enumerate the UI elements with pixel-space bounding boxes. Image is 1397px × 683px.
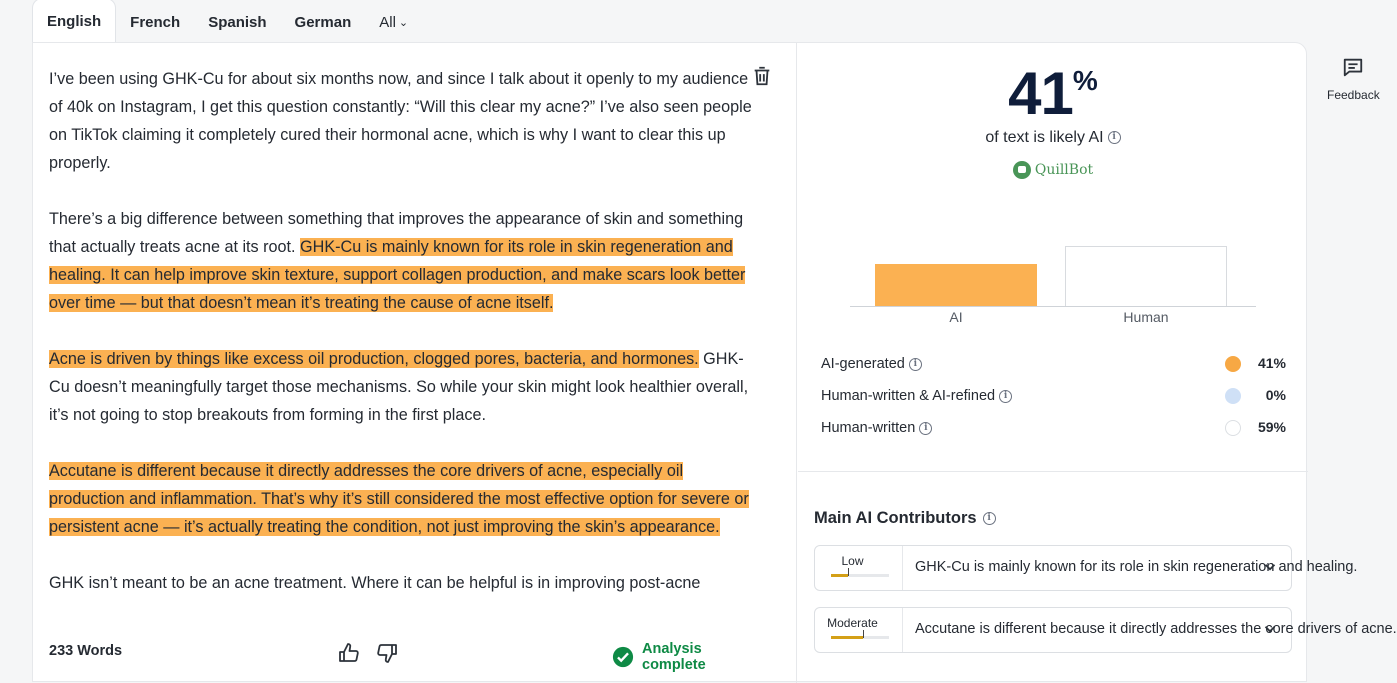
tab-german-label: German — [294, 13, 352, 31]
text-paragraph — [49, 205, 754, 317]
likely-ai-label: of text is likely AI — [985, 129, 1104, 146]
editor-footer — [49, 641, 769, 673]
legend-value: 0% — [1265, 387, 1286, 403]
input-text-area[interactable] — [49, 65, 754, 625]
ai-highlighted-text: GHK-Cu is mainly known for its role in skin regeneration and healing. It can help improve skin texture, support collagen production, and make scars look better over time — but that doesn’t mean it’s treating the cause of acne itself. — [49, 238, 746, 312]
text-segment: GHK isn’t meant to be an acne treatment. Where it can be helpful is in improving post-acne — [49, 574, 701, 592]
legend-row — [821, 348, 1286, 380]
feedback-icon — [1342, 56, 1364, 78]
feedback-label: Feedback — [1327, 88, 1380, 102]
divider — [798, 471, 1308, 472]
legend-label: AI-generated — [821, 356, 905, 372]
tab-english-label: English — [47, 13, 102, 30]
check-circle-icon — [612, 646, 634, 668]
text-paragraph — [49, 569, 754, 597]
tab-french-label: French — [130, 13, 181, 31]
legend-row — [821, 412, 1286, 444]
word-count: 233 Words — [49, 643, 123, 659]
brand-name: QuillBot — [1034, 162, 1094, 178]
legend-color-dot — [1225, 388, 1241, 404]
tab-spanish[interactable] — [194, 0, 280, 44]
bar-label-ai: AI — [949, 309, 963, 325]
info-icon[interactable]: i — [983, 512, 996, 525]
language-tabs — [32, 0, 422, 44]
text-segment: I’ve been using GHK-Cu for about six months now, and since I talk about it openly to my audience of 40k on Instagram, I get this question constantly: “Will this clear my acne?” I’ve also seen people on TikTok claiming it completely cured their hormonal acne, which is why I want to clear this up properly. — [49, 70, 752, 172]
text-paragraph — [49, 457, 754, 541]
bar-human — [1065, 246, 1227, 306]
legend-color-dot — [1225, 420, 1241, 436]
contributor-level — [815, 546, 903, 590]
contributor-level-meter — [831, 574, 889, 577]
contributor-level-meter — [831, 636, 889, 639]
main-ai-contributors-title — [814, 509, 996, 528]
text-segment: There’s a big difference between something that improves the appearance of skin and something that actually treats acne at its root. — [49, 210, 744, 256]
ai-percentage-value: 41 — [1008, 60, 1073, 127]
bar-label-human: Human — [1123, 309, 1169, 325]
text-paragraph — [49, 65, 754, 177]
percent-sign: % — [1072, 65, 1098, 96]
chevron-down-icon: ⌄ — [398, 16, 409, 29]
tab-spanish-label: Spanish — [208, 13, 267, 31]
ai-highlighted-text: Accutane is different because it directly addresses the core drivers of acne, especially oil production and inflammation. That’s why it’s still considered the most effective option for severe or persistent acne — it’s actually treating the condition, not just improving the skin’s appearance. — [49, 462, 749, 536]
tab-all-dropdown[interactable] — [365, 0, 422, 44]
text-paragraph — [49, 345, 754, 429]
legend-value: 41% — [1257, 355, 1286, 371]
text-segment: GHK-Cu doesn’t meaningfully target those mechanisms. So while your skin might look healthier overall, it’s not going to stop breakouts from forming in the first place. — [49, 350, 749, 424]
contributor-item[interactable] — [814, 545, 1358, 591]
ai-human-bar-chart — [848, 233, 1258, 333]
contributor-item[interactable] — [814, 607, 1397, 653]
contributor-snippet: GHK-Cu is mainly known for its role in skin regeneration and healing. — [915, 559, 1358, 575]
legend-label: Human-written & AI-refined — [821, 388, 996, 404]
thumbs-up-icon[interactable] — [337, 641, 361, 665]
bar-ai — [875, 264, 1037, 306]
tab-english[interactable] — [32, 0, 116, 44]
ai-highlighted-text: Acne is driven by things like excess oil production, clogged pores, bacteria, and hormones. — [49, 350, 699, 368]
legend-color-dot — [1225, 356, 1241, 372]
ai-percentage — [798, 59, 1308, 128]
main-ai-contributors-label: Main AI Contributors — [814, 509, 977, 527]
info-icon[interactable]: i — [919, 422, 932, 435]
legend-row — [821, 380, 1286, 412]
legend-label: Human-written — [821, 420, 916, 436]
quillbot-brand — [798, 161, 1308, 179]
analysis-status — [612, 641, 769, 673]
chevron-down-icon[interactable] — [1261, 558, 1279, 576]
text-editor[interactable] — [33, 43, 797, 683]
legend-value: 59% — [1257, 419, 1286, 435]
tab-french[interactable] — [116, 0, 194, 44]
info-icon[interactable]: i — [999, 390, 1012, 403]
info-icon[interactable]: i — [909, 358, 922, 371]
chart-baseline — [850, 306, 1256, 307]
chevron-down-icon[interactable] — [1261, 620, 1279, 638]
thumbs-down-icon[interactable] — [375, 641, 399, 665]
contributor-level — [815, 608, 903, 652]
analysis-status-label: Analysis complete — [642, 641, 706, 673]
contributor-snippet: Accutane is different because it directly addresses the core drivers of acne. — [915, 621, 1397, 637]
tab-german[interactable] — [281, 0, 366, 44]
info-icon[interactable]: i — [1108, 131, 1121, 144]
score-legend — [821, 348, 1286, 444]
contributor-level-label: Moderate — [827, 616, 878, 630]
tab-all-label: All — [379, 13, 396, 31]
contributor-level-label: Low — [841, 554, 864, 568]
trash-icon[interactable] — [751, 65, 773, 87]
quillbot-logo-icon — [1013, 161, 1031, 179]
likely-ai-caption — [798, 129, 1308, 147]
